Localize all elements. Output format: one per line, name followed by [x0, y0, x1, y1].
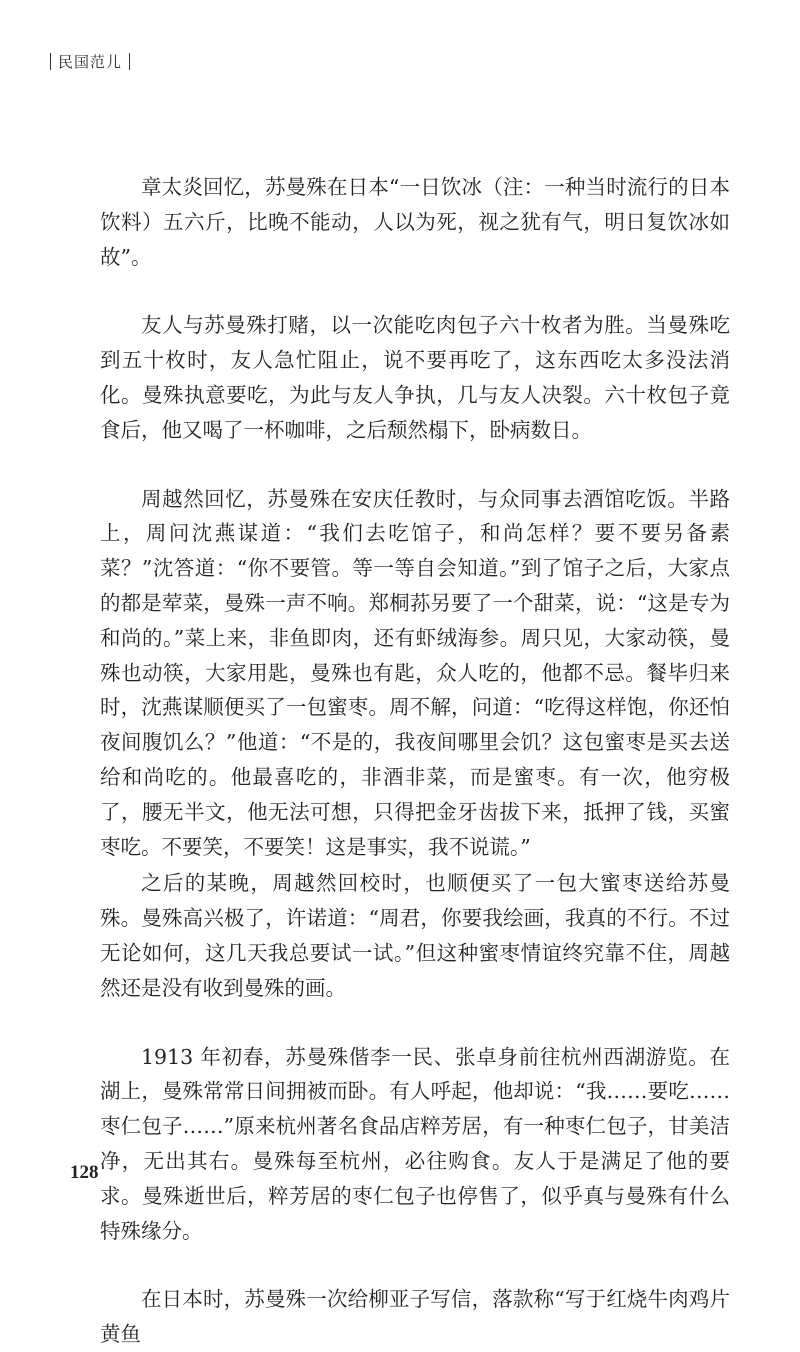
page-number: 128 [70, 1162, 99, 1183]
paragraph-hangzhou: 1913 年初春，苏曼殊偕李一民、张卓身前往杭州西湖游览。在湖上，曼殊常常日间拥被而卧。有人呼起，他却说：“我……要吃……枣仁包子……”原来杭州著名食品店粹芳居，有一种枣仁包子，甘美洁净，无出其右。曼殊每至杭州，必往购食。友人于是满足了他的要求。曼殊逝世后，粹芳居的枣仁包子也停售了，似乎真与曼殊有什么特殊缘分。 [100, 1044, 730, 1243]
paragraph-letter: 在日本时，苏曼殊一次给柳亚子写信，落款称“写于红烧牛肉鸡片黄鱼 [100, 1287, 730, 1347]
paragraph-buns-bet: 友人与苏曼殊打赌，以一次能吃肉包子六十枚者为胜。当曼殊吃到五十枚时，友人急忙阻止，说不要再吃了，这东西吃太多没法消化。曼殊执意要吃，为此与友人争执，几与友人决裂。六十枚包子竟食后，他又喝了一杯咖啡，之后颓然榻下，卧病数日。 [100, 313, 730, 442]
running-head [50, 50, 130, 72]
paragraph-ice: 章太炎回忆，苏曼殊在日本“一日饮冰（注：一种当时流行的日本饮料）五六斤，比晚不能动，人以为死，视之犹有气，明日复饮冰如故”。 [100, 175, 730, 269]
book-title: 民国范儿 [58, 52, 123, 71]
body-text [100, 170, 730, 1352]
header-rule-left [50, 53, 51, 70]
paragraph-dates: 之后的某晚，周越然回校时，也顺便买了一包大蜜枣送给苏曼殊。曼殊高兴极了，许诺道：“周君，你要我绘画，我真的不行。不过无论如何，这几天我总要试一试。”但这种蜜枣情谊终究靠不住，周越然还是没有收到曼殊的画。 [100, 871, 730, 1000]
paragraph-restaurant: 周越然回忆，苏曼殊在安庆任教时，与众同事去酒馆吃饭。半路上，周问沈燕谋道：“我们去吃馆子，和尚怎样？要不要另备素菜？”沈答道：“你不要管。等一等自会知道。”到了馆子之后，大家点的都是荤菜，曼殊一声不响。郑桐荪另要了一个甜菜，说：“这是专为和尚的。”菜上来，非鱼即肉，还有虾绒海参。周只见，大家动筷，曼殊也动筷，大家用匙，曼殊也有匙，众人吃的，他都不忌。餐毕归来时，沈燕谋顺便买了一包蜜枣。周不解，问道：“吃得这样饱，你还怕夜间腹饥么？”他道：“不是的，我夜间哪里会饥？这包蜜枣是买去送给和尚吃的。他最喜吃的，非酒非菜，而是蜜枣。有一次，他穷极了，腰无半文，他无法可想，只得把金牙齿拔下来，抵押了钱，买蜜枣吃。不要笑，不要笑！这是事实，我不说谎。” [100, 486, 730, 859]
header-rule-right [129, 53, 130, 70]
